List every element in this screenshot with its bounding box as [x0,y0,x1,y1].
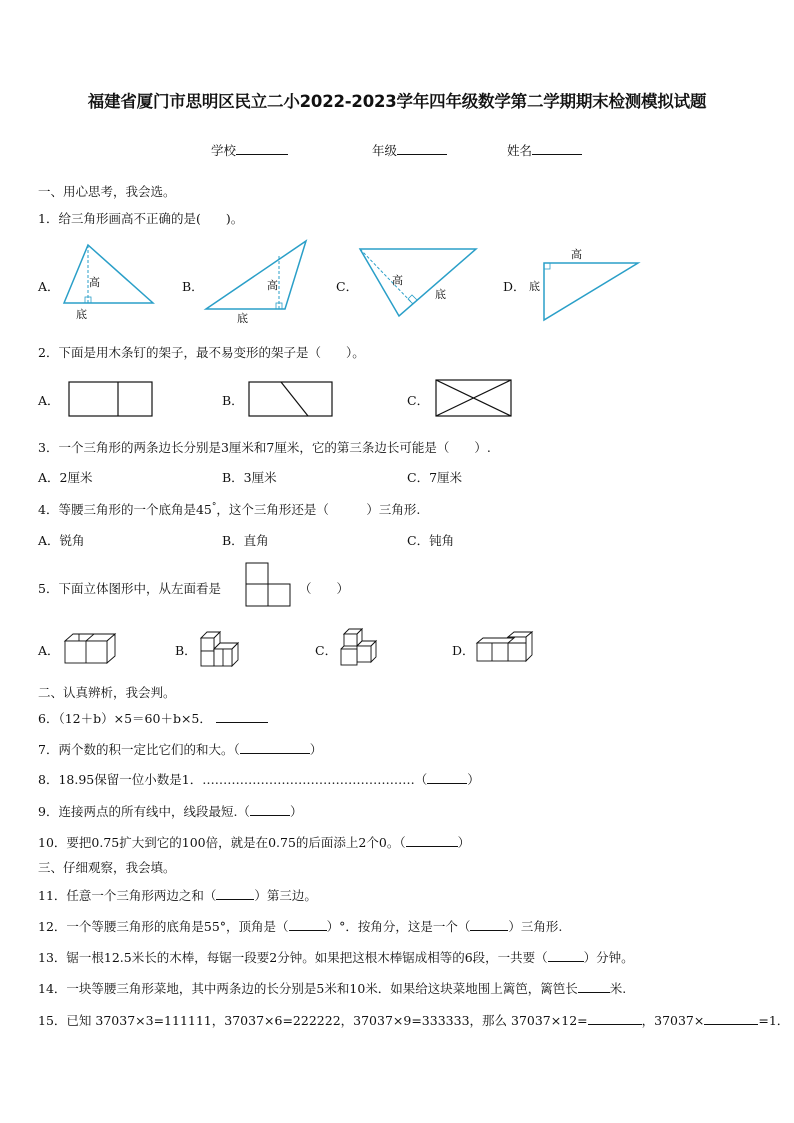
question-12 [38,917,562,935]
name-label: 姓名 [507,143,533,158]
question-3: 3．一个三角形的两条边长分别是3厘米和7厘米，它的第三条边长可能是（ ）. [38,440,491,455]
question-6 [38,709,268,727]
question-11 [38,886,317,904]
question-13 [38,948,634,966]
q12-text-a: 12．一个等腰三角形的底角是55°，顶角是（ [38,919,289,934]
q10-answer-blank[interactable] [406,833,458,847]
q4-option-c[interactable]: C．钝角 [407,533,455,548]
q1-option-b[interactable]: B． [182,279,204,294]
q5-left-view-figure [245,562,293,608]
q5-option-c[interactable]: C． [315,643,338,658]
q4-option-a[interactable]: A．锐角 [38,533,85,548]
q3-option-c[interactable]: C．7厘米 [407,470,463,485]
q12-text-b: ）°．按角分，这是一个（ [326,919,471,934]
school-label: 学校 [211,143,237,158]
q1b-height-label: 高 [267,279,278,292]
q1-triangle-b [200,236,315,328]
q11-text-a: 11．任意一个三角形两边之和（ [38,888,217,903]
q4-text-b: ，这个三角形还是（ ）三角形. [216,502,421,517]
q2-frame-a [68,381,154,418]
section-1-heading: 一、用心思考，我会选。 [38,184,176,199]
section-3-heading: 三、仔细观察，我会填。 [38,860,176,875]
grade-field[interactable] [372,141,447,159]
q1-option-a[interactable]: A． [38,279,60,294]
q4-text-a: 4．等腰三角形的一个底角是45 [38,502,212,517]
q1-triangle-d [525,243,645,323]
q15-text-a: 15．已知 37037×3=111111，37037×6=222222，37037×9=333333，那么 37037×12= [38,1013,588,1028]
q1-option-d[interactable]: D． [503,279,526,294]
q10-text: 10．要把0.75扩大到它的100倍，就是在0.75的后面添上2个0。（ [38,835,406,850]
school-blank[interactable] [236,141,288,155]
q5-solid-c [338,627,380,669]
q14-text-b: 米. [609,981,627,996]
question-14 [38,979,626,997]
q15-text-b: ，37037× [641,1013,705,1028]
question-4 [38,500,420,518]
q6-text: 6．（12＋b）×5＝60＋b×5． [38,711,212,726]
q8-text: 8．18.95保留一位小数是1．……………………………………………（ [38,772,428,787]
q1a-height-label: 高 [89,276,100,289]
school-field[interactable] [211,141,288,159]
degree-symbol: ° [211,501,217,512]
q1-option-c[interactable]: C． [336,279,359,294]
q8-answer-blank[interactable] [427,770,467,784]
q7-answer-blank[interactable] [240,740,310,754]
q5-option-b[interactable]: B． [175,643,197,658]
q5-answer-paren[interactable]: （ ） [299,581,350,596]
q9-text: 9．连接两点的所有线中，线段最短.（ [38,804,250,819]
q12-answer-blank-1[interactable] [289,917,327,931]
q1b-base-label: 底 [237,312,248,325]
question-10 [38,833,470,851]
q9-close: ） [289,804,303,819]
q1d-height-label: 高 [571,248,582,261]
q6-answer-blank[interactable] [216,709,268,723]
q11-text-b: ）第三边。 [254,888,317,903]
page-title: 福建省厦门市思明区民立二小2022-2023学年四年级数学第二学期期末检测模拟试题 [87,92,707,111]
question-9 [38,802,302,820]
q5-solid-d [474,631,536,665]
q12-text-c: ）三角形. [508,919,563,934]
q13-text-b: ）分钟。 [583,950,634,965]
question-5: 5．下面立体图形中，从左面看是 [38,581,221,596]
q15-answer-blank-2[interactable] [704,1011,758,1025]
q5-solid-a [62,629,118,667]
q14-answer-blank[interactable] [578,979,610,993]
q1c-height-label: 高 [392,274,403,287]
q7-text: 7．两个数的积一定比它们的和大。（ [38,742,240,757]
q10-close: ） [457,835,471,850]
question-15 [38,1011,789,1029]
q2-frame-b [248,381,334,418]
question-8 [38,770,480,788]
q2-frame-c [435,379,513,418]
q5-option-d[interactable]: D． [452,643,475,658]
section-2-heading: 二、认真辨析，我会判。 [38,685,176,700]
question-1: 1．给三角形画高不正确的是( )。 [38,211,244,226]
q2-option-b[interactable]: B． [222,393,244,408]
q1-triangle-a [55,240,160,325]
q7-close: ） [309,742,323,757]
grade-blank[interactable] [397,141,447,155]
q11-answer-blank[interactable] [216,886,254,900]
q15-text-c: =1． [758,1013,790,1028]
q4-option-b[interactable]: B．直角 [222,533,269,548]
q12-answer-blank-2[interactable] [470,917,508,931]
q1c-base-label: 底 [435,288,446,301]
q13-text-a: 13．锯一根12.5米长的木棒，每锯一段要2分钟。如果把这根木棒锯成相等的6段，一共要（ [38,950,548,965]
q3-option-b[interactable]: B．3厘米 [222,470,277,485]
name-field[interactable] [507,141,582,159]
grade-label: 年级 [372,143,398,158]
q13-answer-blank[interactable] [548,948,584,962]
q1d-base-label: 底 [529,280,540,293]
q1a-base-label: 底 [76,308,87,321]
q5-option-a[interactable]: A． [38,643,60,658]
name-blank[interactable] [532,141,582,155]
q1-triangle-c [355,243,480,321]
q5-solid-b [198,629,242,669]
q3-option-a[interactable]: A．2厘米 [38,470,93,485]
q8-close: ） [467,772,480,787]
q15-answer-blank-1[interactable] [588,1011,642,1025]
question-7 [38,740,322,758]
q2-option-c[interactable]: C． [407,393,430,408]
q9-answer-blank[interactable] [250,802,290,816]
q14-text-a: 14．一块等腰三角形菜地，其中两条边的长分别是5米和10米．如果给这块菜地围上篱笆，篱笆长 [38,981,578,996]
q2-option-a[interactable]: A． [38,393,60,408]
question-2: 2．下面是用木条钉的架子，最不易变形的架子是（ ）。 [38,345,365,360]
